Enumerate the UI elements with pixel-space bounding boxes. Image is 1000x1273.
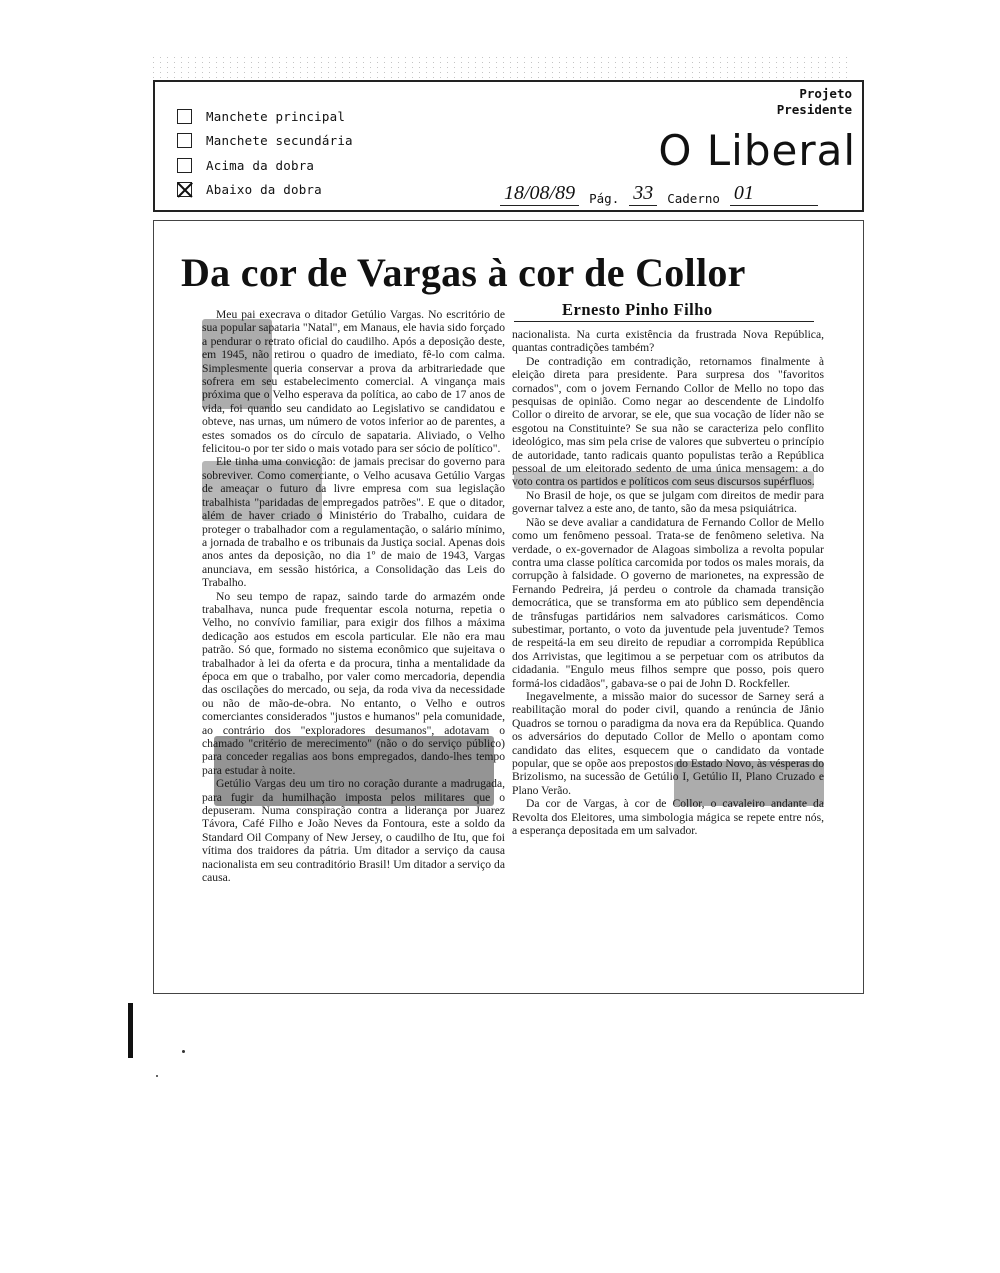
scan-dot xyxy=(156,1075,158,1077)
ink-smudge xyxy=(202,461,322,521)
scan-noise xyxy=(150,55,850,80)
checklist-label: Manchete principal xyxy=(206,108,346,124)
paragraph: Meu pai execrava o ditador Getúlio Vargas. No escritório de sua popular sapataria "Natal", em Manaus, ele havia sido forçado a pendurar o retrato oficial do caudilho. Após a deposição deste, em 1945, não retirou o quadro de imediato, fê-lo com calma. Simplesmente queria conservar a prova da arbitrariedade que sofrera em seu estabelecimento comercial. A vingança mais próxima que o Velho esperava da política, ao cabo de 17 anos de vida, foi quando seu candidato ao Legislativo se candidatou e obteve, nas urnas, um número de votos inferior ao de parentes, a estes somados os do círculo de sapataria. Aliviado, o Velho felicitou-o por ter sido o mais votado para ser sócio de político". xyxy=(202,308,505,456)
byline-rule xyxy=(514,321,814,322)
ink-smudge xyxy=(674,761,824,806)
checkbox xyxy=(177,109,192,124)
checklist-item-manchete-principal xyxy=(177,104,353,129)
checklist-item-acima-da-dobra xyxy=(177,153,353,178)
paragraph: Getúlio Vargas deu um tiro no coração durante a madrugada, para fugir da humilhação imposta pelos militares que o depuseram. Numa conspiração contra a liderança por Juarez Távora, Café Filho e João Neves da Fontoura, este a soldo da Standard Oil Company of New Jersey, o caudilho de Itu, que foi vítima dos traidores da pátria. Um ditador a serviço da causa nacionalista em seu contraditório Brasil! Um ditador a serviço da causa. xyxy=(202,777,505,885)
paragraph: Ele tinha uma convicção: de jamais precisar do governo para sobreviver. Como comerciante, o Velho acusava Getúlio Vargas de ameaçar o futuro da livre empresa com sua legislação trabalhista "paridadas de empregados patrões". E que o ditador, além de haver criado o Ministério do Trabalho, cuidara de proteger o trabalhador com a regulamentação, o salário mínimo, a jornada de trabalho e os tribunais da Justiça social. Apenas dois anos antes da deposição, no dia 1º de maio de 1943, Vargas anunciava, em sessão histórica, a Consolidação das Leis do Trabalho. xyxy=(202,455,505,590)
checklist-label: Manchete secundária xyxy=(206,133,353,149)
checkbox-checked xyxy=(177,182,192,197)
article-byline: Ernesto Pinho Filho xyxy=(562,300,713,319)
ink-smudge xyxy=(214,736,494,806)
ink-smudge xyxy=(514,471,814,489)
article-headline: Da cor de Vargas à cor de Collor xyxy=(181,250,746,295)
paragraph: Não se deve avaliar a candidatura de Fernando Collor de Mello como um fenômeno pessoal. Trata-se de fenômeno seletiva. Na verdade, o ex-governador de Alagoas simboliza a revolta popular contra uma classe política carcomida por todos os males morais, da corrupção à falsidade. O governo de marionetes, na expressão de Fernando Pedreira, já perdeu o controle da chamada transição democrática, que se transforma em ato público sem dependência de trânsfugas partidários nem salvadores carismáticos. Como subestimar, portanto, o voto da juventude pela juventude? Temos de respeitá-la em seu direito de repudiar a corrompida República dos Arrivistas, que legitimou a se perpetuar com os atributos da cidadania. "Engulo meus filhos sempre que posso, pois quero formá-los cidadãos", gabava-se o pai de John D. Rockfeller. xyxy=(512,515,824,690)
checklist-label: Acima da dobra xyxy=(206,157,315,173)
paragraph: nacionalista. Na curta existência da frustrada Nova República, quantas contradições também? xyxy=(512,328,824,355)
section-label: Caderno xyxy=(667,191,720,206)
paragraph: No seu tempo de rapaz, saindo tarde do armazém onde trabalhava, nunca pude frequentar escola noturna, repetia o Velho, no convívio familiar, para exigir dos filhos a máxima dedicação aos estudos em escola particular. Ele não era mau patrão. Só que, formado no sistema econômico que sujeitava o trabalhador à lei da oferta e da procura, tinha a mentalidade da época em que o trabalho, por valer como mercadoria, dependia das oscilações do mercado, ou seja, da roda viva da necessidade ou não de mão-de-obra. No entanto, o Velho e outros comerciantes considerados "justos e humanos" pela comunidade, ao contrário dos "exploradores desumanos", adotavam o chamado "critério de merecimento" (não o do serviço público) para conceder regalias aos bons empregados, dando-lhes tempo para estudar à noite. xyxy=(202,589,505,777)
scan-dot xyxy=(182,1050,185,1053)
placement-checklist xyxy=(177,104,353,202)
page-value: 33 xyxy=(629,182,657,206)
section-value: 01 xyxy=(730,182,818,206)
page-label: Pág. xyxy=(589,191,620,206)
project-label-line1: Projeto xyxy=(799,86,852,101)
clipping-meta xyxy=(500,182,818,206)
newspaper-name: O Liberal xyxy=(658,126,856,175)
date-value: 18/08/89 xyxy=(500,182,579,206)
article-clipping xyxy=(153,220,864,994)
checklist-item-manchete-secundaria xyxy=(177,129,353,154)
project-label xyxy=(777,86,852,118)
ink-smudge xyxy=(202,319,272,409)
paragraph: De contradição em contradição, retornamos finalmente à eleição direta para presidente. Para surpresa dos "favoritos cornados", com o jovem Fernando Collor de Mello no topo das pesquisas de opinião. Como negar ao descendente de Lindolfo Collor o direito de arvorar, se ele, que sua vocação de líder não se esgotou na Constituinte? Se sua não se caracteriza pelo conflito ideológico, mas sim pela crise de valores que subverteu o princípio de autoridade, tanto radicais quanto populistas terão a República pessoal de um eleitorado sedento de uma única mensagem: a do voto contra os partidos e políticos com seus discursos supérfluos. xyxy=(512,354,824,489)
checklist-label: Abaixo da dobra xyxy=(206,182,322,198)
paragraph: Da cor de Vargas, à cor de Collor, o cavaleiro andante da Revolta dos Eleitores, uma simbologia mágica se repete entre nós, a esperança depositada em um salvador. xyxy=(512,797,824,838)
checkbox xyxy=(177,133,192,148)
clipping-header xyxy=(153,80,864,212)
checklist-item-abaixo-da-dobra xyxy=(177,178,353,203)
scan-edge-mark xyxy=(128,1003,133,1058)
paragraph: No Brasil de hoje, os que se julgam com direitos de medir para governar talvez a este ano, de tanto, são da mesa psiquiátrica. xyxy=(512,488,824,516)
checkbox xyxy=(177,158,192,173)
project-label-line2: Presidente xyxy=(776,102,852,117)
paragraph: Inegavelmente, a missão maior do sucessor de Sarney será a reabilitação moral do poder civil, quando a renúncia de Jânio Quadros se tornou o paradigma da nova era da República. Quando os adversários do deputado Collor de Mello o apontam como candidato das elites, esquecem que o candidato da vontade popular, que se opõe aos prepostos do Estado Novo, às vésperas do Brizolismo, na sucessão de Getúlio I, Getúlio II, Plano Cruzado e Plano Verão. xyxy=(512,689,824,797)
